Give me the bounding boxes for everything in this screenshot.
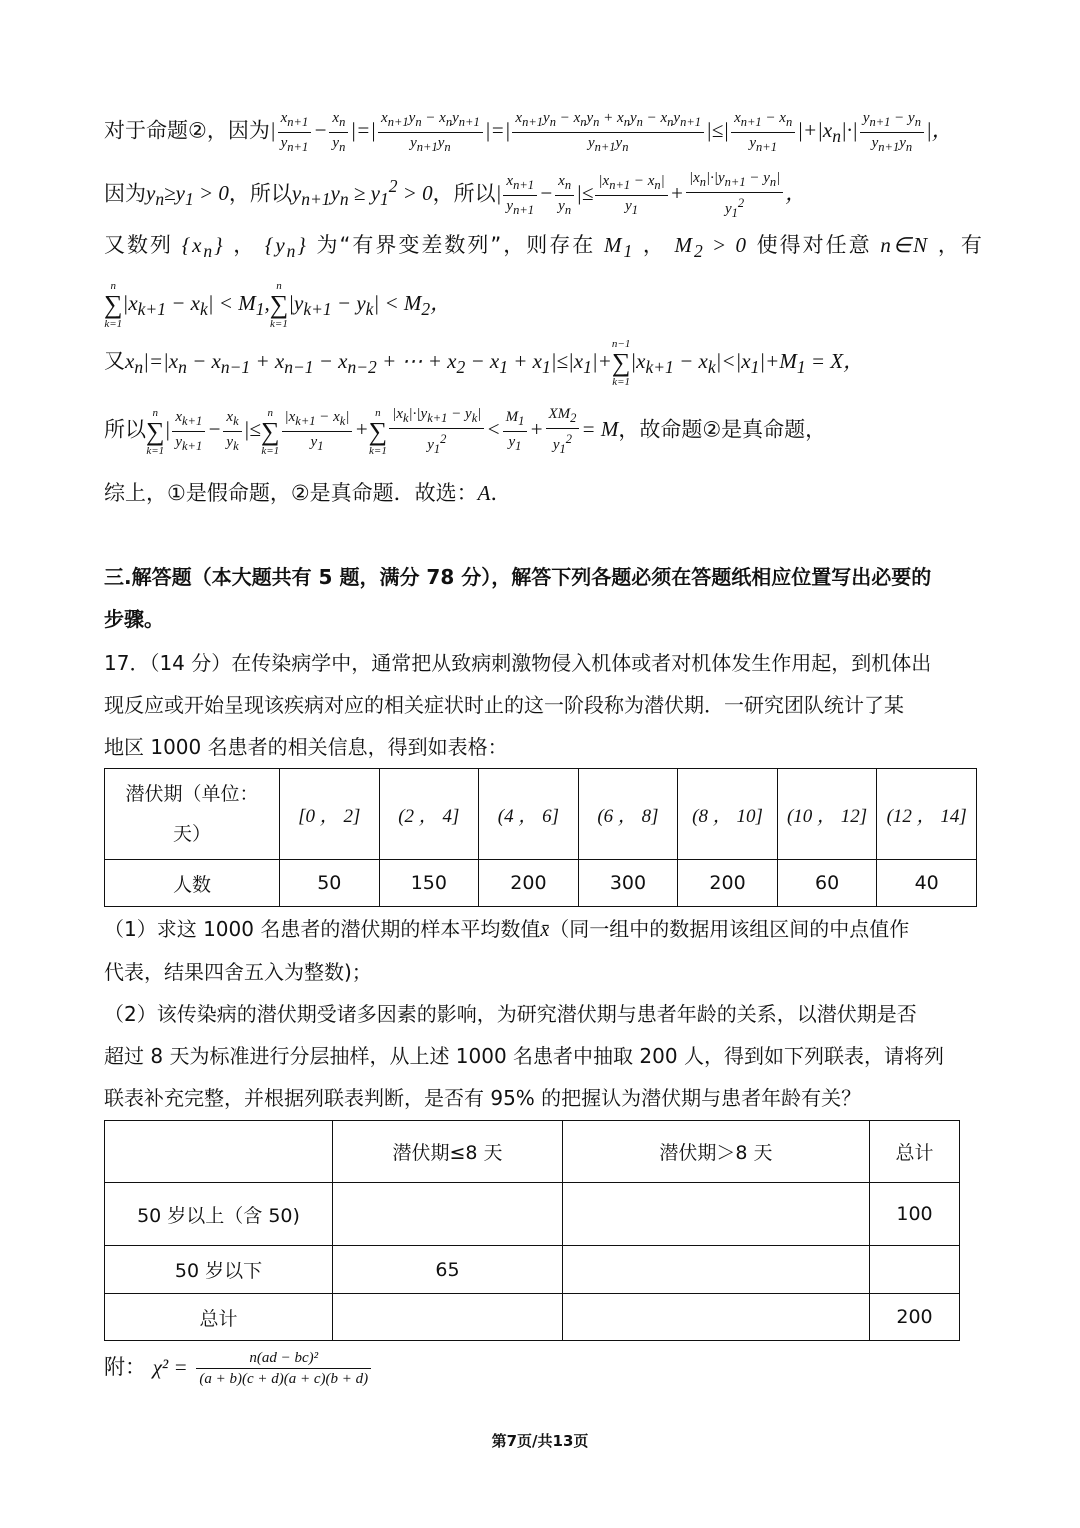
q17-intro-line: 地区 1000 名患者的相关信息，得到如表格： (104, 735, 508, 759)
count-cell: 40 (877, 860, 977, 907)
appendix-label: 附： (104, 1355, 146, 1379)
table-cell: 100 (870, 1183, 960, 1246)
formula-numerator: n(ad − bc)² (196, 1348, 371, 1369)
count-cell: 200 (678, 860, 778, 907)
proof-text: 为“有界变差数列”，则存在 (316, 233, 596, 257)
proof-text: 使得对任意 (756, 233, 872, 257)
proof-text: ，所以 (228, 181, 292, 206)
q17-intro-line: 17．（14 分）在传染病学中，通常把从致病刺激物侵入机体或者对机体发生作用起，到机体出 (104, 651, 932, 675)
table-cell (563, 1246, 870, 1294)
interval-cell: (2 ， 4] (379, 769, 479, 860)
table-header-label (105, 769, 280, 860)
table-cell (333, 1183, 563, 1246)
count-cell: 200 (479, 860, 579, 907)
table-row (105, 1246, 960, 1294)
q17-parts (104, 908, 978, 1119)
table-cell: 200 (870, 1294, 960, 1341)
table-row (105, 1294, 960, 1341)
interval-cell: (12 ， 14] (877, 769, 977, 860)
table-row (105, 1121, 960, 1183)
q17-intro-line: 现反应或开始呈现该疾病对应的相关症状时止的这一阶段称为潜伏期．一研究团队统计了某 (104, 693, 904, 717)
interval-cell: (10 ， 12] (777, 769, 877, 860)
col-header: 总计 (870, 1121, 960, 1183)
col-header: 潜伏期≤8 天 (333, 1121, 563, 1183)
table-cell (563, 1294, 870, 1341)
part1-text: （1）求这 1000 名患者的潜伏期的样本平均数值 (104, 917, 541, 941)
table-cell (333, 1294, 563, 1341)
formula-denominator: (a + b)(c + d)(a + c)(b + d) (199, 1371, 369, 1387)
proof-text: 因为 (104, 181, 146, 206)
row-label: 人数 (105, 860, 280, 907)
part1-text: （同一组中的数据用该组区间的中点值作 (549, 917, 910, 941)
proof-line-1: 对于命题②，因为| $\frac{x_{n+1}}{y_{n+1}}$ − $\frac{x_n}{y_n}$ |=| $\frac{x_{n+1}y_n - x_ny_{n+1}}{y_{n+1}y_n}$ |=| $\frac{x_{n+1}y_n - x_ny_n + x_ny_n - x_ny_{n+1}}{y_{n+1}y_n}$ |≤| $\frac{x_{n+1} - x_n}{y_{n+1}}$ $|+|x_n|\cdot|$ $\frac{y_{n+1} - y_n}{y_{n+1}y_n}$ |， (104, 110, 953, 154)
proof-text: ，有 (937, 233, 984, 257)
proof-line-2: 因为$y_n\ge y_1 > 0$，所以$y_{n+1}y_n \ge y_1^2 > 0$，所以| $\frac{x_{n+1}}{y_{n+1}}$ − $\frac{x_n}{y_n}$ |≤ $\frac{|x_{n+1} - x_n|}{y_1}$ + $\frac{|x_n|\cdot|y_{n+1} - y_n|}{y_1^2}$ ， (104, 170, 807, 220)
proof-line-5: 又$x_n|=|x_n - x_{n-1} + x_{n-1} - x_{n-2}$ + ⋯ + $x_2 - x_1 + x_1|\le|x_1|+$ n−1 ∑ k=1 $|x_{k+1} - x_k|<|x_1|+M_1 = X$， (104, 338, 865, 388)
empty-corner-cell (105, 1121, 333, 1183)
incubation-table (104, 768, 977, 907)
count-cell: 60 (777, 860, 877, 907)
proof-text: 又数列 (104, 233, 173, 257)
proof-line-4: n ∑ k=1 $|x_{k+1} - x_k| < M_1$, n ∑ k=1 $|y_{k+1} - y_k| < M_2$， (104, 280, 452, 330)
count-cell: 150 (379, 860, 479, 907)
page-footer: 第7页/共13页 (491, 1432, 589, 1450)
table-cell: 65 (333, 1246, 563, 1294)
formula-lhs: χ² = (152, 1355, 188, 1379)
row-label: 总计 (105, 1294, 333, 1341)
proof-conclusion (104, 478, 511, 508)
row-label: 50 岁以下 (105, 1246, 333, 1294)
table-row (105, 860, 977, 907)
proof-text: ，故命题②是真命题， (618, 417, 827, 442)
q17-intro (104, 642, 978, 768)
count-cell: 50 (280, 860, 380, 907)
section-heading-line-1: 三.解答题（本大题共有 5 题，满分 78 分），解答下列各题必须在答题纸相应位置写出必要的 (104, 565, 932, 589)
table-cell (563, 1183, 870, 1246)
answer-letter: A (477, 481, 491, 505)
count-cell: 300 (578, 860, 678, 907)
proof-text: 所以 (104, 417, 146, 442)
part2-line-1: （2）该传染病的潜伏期受诸多因素的影响，为研究潜伏期与患者年龄的关系，以潜伏期是否 (104, 1002, 917, 1026)
interval-cell: [0 ， 2] (280, 769, 380, 860)
appendix-formula (104, 1348, 373, 1389)
section-heading-line-2: 步骤。 (104, 607, 164, 631)
part2-line-2: 超过 8 天为标准进行分层抽样，从上述 1000 名患者中抽取 200 人，得到如下列联表，请将列 (104, 1044, 944, 1068)
xbar-symbol: x̄ (540, 919, 550, 941)
interval-cell: (4 ， 6] (479, 769, 579, 860)
contingency-table (104, 1120, 960, 1341)
chi-square-fraction (196, 1348, 371, 1389)
table-row (105, 1183, 960, 1246)
part2-line-3: 联表补充完整，并根据列联表判断，是否有 95% 的把握认为潜伏期与患者年龄有关？ (104, 1086, 862, 1110)
part1-line-2: 代表，结果四舍五入为整数)； (104, 960, 372, 984)
conclusion-end: ． (490, 481, 512, 505)
interval-cell: (6 ， 8] (578, 769, 678, 860)
interval-cell: (8 ， 10] (678, 769, 778, 860)
proof-text: 对于命题②，因为 (104, 118, 270, 143)
row-label: 50 岁以上（含 50) (105, 1183, 333, 1246)
table-cell (870, 1246, 960, 1294)
header-label-part: 潜伏期（单位： (125, 783, 259, 805)
table-row (105, 769, 977, 860)
part1-line-1 (104, 908, 978, 951)
header-label-part: 天） (172, 823, 211, 845)
proof-line-6: 所以 n ∑ k=1 | $\frac{x_{k+1}}{y_{k+1}}$ − $\frac{x_k}{y_k}$ |≤ n ∑ k=1 $\frac{|x_{k+1} - x_k|}{y_1}$ + n ∑ k=1 $\frac{|x_k|\cdot|y_{k+1} - y_k|}{y_1^2}$ < $\frac{M_1}{y_1}$ + $\frac{XM_2}{y_1^2}$ = M，故命题②是真命题， (104, 406, 827, 457)
conclusion-text: 综上，①是假命题，②是真命题．故选： (104, 481, 478, 505)
proof-text: 又 (104, 348, 125, 373)
proof-text: ，所以 (432, 181, 496, 206)
col-header: 潜伏期＞8 天 (563, 1121, 870, 1183)
proof-line-3: 又数列 $\{x_n\}$ ， $\{y_n\}$ 为“有界变差数列”，则存在 $M_1$ ， $M_2 > 0$ 使得对任意 n∈N ，有 (104, 233, 984, 262)
